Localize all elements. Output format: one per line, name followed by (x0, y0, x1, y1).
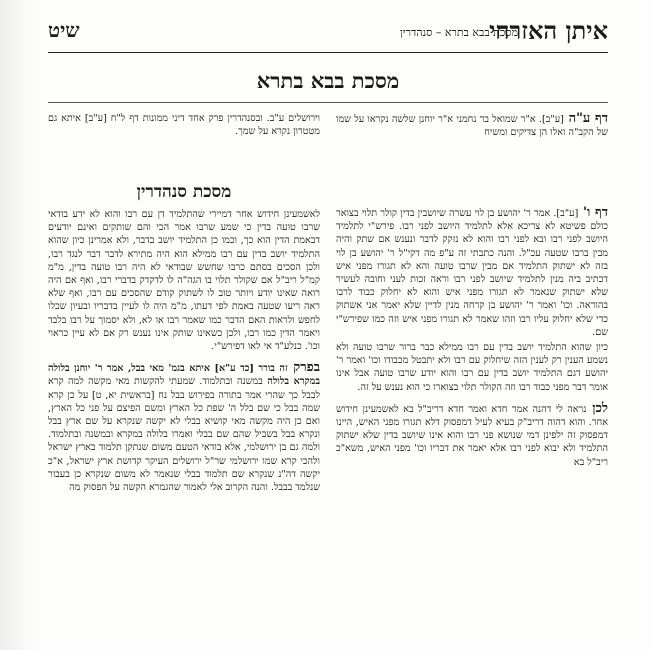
lead-word: לכן (586, 400, 608, 416)
page-content (48, 10, 608, 640)
paragraph (48, 208, 320, 353)
lead-word: בפרק (287, 360, 320, 376)
paragraph (336, 206, 608, 339)
sanhedrin-right-column (336, 206, 608, 626)
paragraph-text: כיון שהוא התלמיד יושב בדין עם רבו ממילא כבר ברור שרבו טועה ולא נשמע הענין רק לענין הזה שיחלוק עם רבו ולא יתבטל מכבודו וכו' ואמר ר' יהושע דגם התלמיד יושב בדין עם רבו והוא יודע שרבו טועה אבל אינו אומר דבר מפני כבוד רבו וזה הקולר תלוי בצוארו כי הוא נענש על זה. (336, 342, 608, 393)
paragraph (336, 112, 608, 139)
paragraph-text: במשנה ובתלמוד. שמעתי להקשות מאי מקשה למה קרא לבבל כך שהרי אמר בתורה בפירוש בבל נח [בראשית יא, ט] על כן קרא שמה בבל כי שם בלל ה' שפת כל הארץ ומשם הפיצם על פני כל הארץ, ואם כן היה מקשה מאי קושיא בבלי לא יקשה שנקרא על שם ארץ בבל ונקרא בבל בשביל שהם שם בבלי ואמרו בלולה במקרא ובמשנה ובתלמוד. ולמה גם בן ירושלמי, אלא בודאי הטעם משום שנתקן תלמוד בארץ ישראל ולהכי קרא שמו ירושלמי שר"ל ירושלים העיקר קדושת ארץ ישראל, א"כ יקשה דה"נ שנקרא שם תלמוד בבלי שנאמר לא משום שנקרא כן בעבור שנלמד בבבל. והנה הקרוב אלי לאמור שהגמרא הקשה על הפסוק מה (48, 376, 320, 494)
paragraph (48, 361, 320, 494)
daf-label: דף ע"ה (563, 112, 608, 126)
bava-batra-left-column (48, 112, 320, 182)
paragraph-text: וירושלים ע"ב. ובסנהדרין פרק אחד דיני ממונות דף ל"ח [ע"ב] איתא גם מטטרון נקרא על שמך. (48, 113, 320, 138)
paragraph (336, 341, 608, 394)
bold-quote: זה בורר [כד ע"א] איתא בגמ' מאי בבל, אמר ר' יוחנן בלולה במקרא בלולה (48, 363, 320, 388)
daf-label: דף ו' (578, 206, 608, 220)
page-number: שיט (48, 18, 80, 42)
paragraph (336, 402, 608, 469)
paragraph-text: [ע"ב]. א"ר שמואל בר נחמני א"ר יוחנן שלשה נקראו על שמו של הקב"ה ואלו הן צדיקים ומשיח (336, 114, 608, 139)
bava-batra-right-column (336, 112, 608, 182)
book-title: איתן האזרחי (488, 16, 608, 45)
paragraph (48, 112, 320, 138)
header-rule (48, 52, 608, 53)
paragraph-text: [ע"ב]. אמר ר' יהושע בן לוי עשרה שיושבין בדין קולר תלוי בצואר כולם פשיטא לא צריכא אלא לתלמיד היושב לפני רבו. פירש"י לתלמיד היושב לפני רבו ובא לפני רבו והוא לא נזקק לדבר ונענש אם שתק והיה מבין ברבו שטעה עכ"ל. והנה כתבתי זה ע"פ מה דקי"ל ר' יהושע בן לוי בזה לא ישתוק התלמיד אם מבין שרבו טועה והא לא תגורו מפני איש דכתיב ביה מנין לתלמיד שיושב לפני רבו וראה זכות לעני וחובה לעשיר שלא ישתוק שנאמר לא תגורו מפני איש והוא לא יחלוק כבוד לרבו בהוראה. וכו' ואמר ר' יהושע בן קרחה מנין לדיין שלא יאמר אני אשתוק כדי שלא יחלוק עליו רבו וזהו שאמר לא תגורו מפני איש וזה כמו שפירש"י שם. (336, 208, 608, 338)
paragraph-text: לאשמעינן חידוש אחר דמיירי שהתלמיד דן עם רבו והוא לא ידע בודאי שרבו טועה בדין כי שמע שרבו אמר הכי והם שותקים ואינם יודעים דבאמת הדין הוא כך, וכמו כן התלמיד יושב בדבר, ולא אמרינן כיון שהוא התלמיד יושב בדין עם רבו ממילא הוא היה מתירא לדבר דבר לנגד רבו, ולכן הסכים בסתם כרבו שחשש שבודאי לא היה רבו טועה בדין, מ"מ קמ"ל ריב"ל אם שקולר תלוי בו הגה"ה לו לדקדק בדברי רבו, ואף אם היה רואה שאינו יודע ויותר טוב לו לשתוק קודם שהסכים עם רבו, ואף שלא ראה ריעו שטעה באמת לפי דעתו, מ"מ היה לו לעיין בדבריו ובעיון שכלו לחפש ולראות האם הדבר כמו שאמר רבו או לא, ולא יסמוך על רבו בלבד ויאמר הדין כמו רבו, ולכן כשאינו שותק אינו נענש רק אם לא עיין כראוי וכו'. כנלע"ד אי לאו דפירש"י. (48, 209, 320, 353)
section-title-sanhedrin: מסכת סנהדרין (136, 182, 232, 202)
section-rule (48, 102, 608, 103)
tractate-range: מסכת בבא בתרא – סנהדרין (399, 26, 518, 39)
paragraph-text: נראה לי דהנה אמר חדא ואמר חדא דריב"ל בא לאשמעינן חידוש אחר. והוא דהוה דריב"ק בעיא לעיל דמפסוק דלא תגורו מפני האיש, היינו דמפסוק זה ילפינן דמי שנושא פני רבו והוא אינו שיושב בדין שלא ישתוק התלמיד ולא יבוא לפני רבו אלא יאמר את דבריו וכו' מפני האיש, משא"כ ריב"ל בא (336, 403, 608, 468)
running-header (48, 16, 608, 52)
section-title-bava-batra: מסכת בבא בתרא (256, 68, 400, 93)
page-gutter-shadow (0, 0, 36, 650)
sanhedrin-left-column (48, 208, 320, 626)
